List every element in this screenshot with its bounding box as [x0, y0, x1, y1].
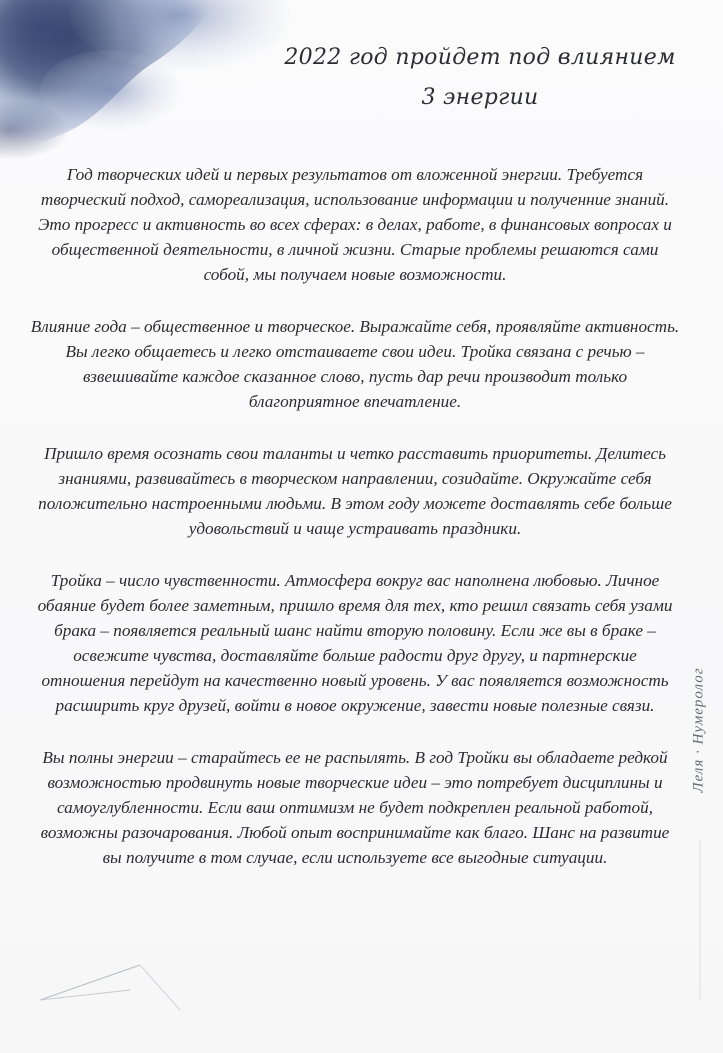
signature-text: Леля · Нумеролог: [690, 667, 707, 793]
paragraph-4: Тройка – число чувственности. Атмосфера вокруг вас наполнена любовью. Личное обаяние будет более заметным, пришло время для тех, кто решил связать себя узами брака – появляется реальный шанс найти вторую половину. Если же вы в браке – освежите чувства, доставляйте больше радости друг другу, и партнерские отношения перейдут на качественно новый уровень. У вас появляется возможность расширить круг друзей, войти в новое окружение, завести новые полезные связи.: [37, 571, 673, 715]
paragraph-5: Вы полны энергии – старайтесь ее не распылять. В год Тройки вы обладаете редкой возможностью продвинуть новые творческие идеи – это потребует дисциплины и самоуглубленности. Если ваш оптимизм не будет подкреплен реальной работой, возможны разочарования. Любой опыт воспринимайте как благо. Шанс на развитие вы получите в том случае, если используете все выгодные ситуации.: [40, 748, 670, 867]
signature: [684, 630, 714, 830]
document-body: [30, 162, 680, 897]
title-block: [260, 38, 700, 118]
paragraph-3: Пришло время осознать свои таланты и четко расставить приоритеты. Делитесь знаниями, развивайтесь в творческом направлении, созидайте. Окружайте себя положительно настроенными людьми. В этом году можете доставлять себе больше удовольствий и чаще устраивать праздники.: [38, 444, 672, 538]
paragraph-2: Влияние года – общественное и творческое. Выражайте себя, проявляйте активность. Вы легко общаетесь и легко отстаиваете свои идеи. Тройка связана с речью – взвешивайте каждое сказанное слово, пусть дар речи производит только благоприятное впечатление.: [30, 317, 680, 411]
title-line-1: 2022 год пройдет под влиянием: [284, 45, 676, 70]
paragraph-1: Год творческих идей и первых результатов от вложенной энергии. Требуется творческий подход, самореализация, использование информации и полученние знаний. Это прогресс и активность во всех сферах: в делах, работе, в финансовых вопросах и общественной деятельности, в личной жизни. Старые проблемы решаются сами собой, мы получаем новые возможности.: [38, 165, 672, 284]
title-line-2: 3 энергии: [421, 85, 539, 110]
